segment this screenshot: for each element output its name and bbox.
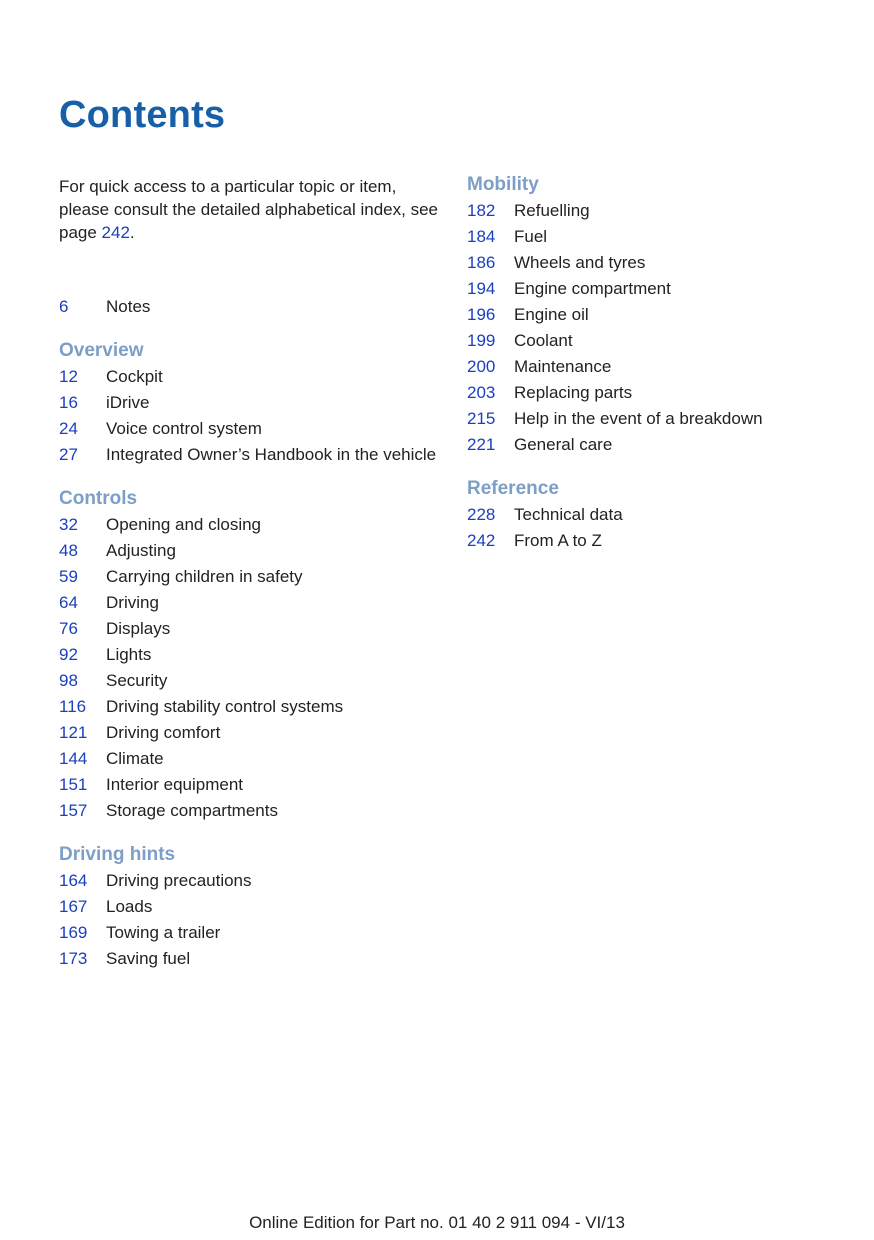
toc-entry-refuelling[interactable] <box>467 199 847 222</box>
toc-entry-coolant[interactable] <box>467 329 847 352</box>
toc-entry-wheels-and-tyres[interactable] <box>467 251 847 274</box>
toc-entry-saving-fuel[interactable] <box>59 947 439 970</box>
toc-page-number[interactable]: 199 <box>467 331 496 350</box>
toc-entry-idrive[interactable] <box>59 391 439 414</box>
toc-entry-interior-equipment[interactable] <box>59 773 439 796</box>
toc-page-number[interactable]: 16 <box>59 393 78 412</box>
toc-entry-opening-and-closing[interactable] <box>59 513 439 536</box>
intro-text: For quick access to a particular topic or item, please consult the detailed alphabetical index, see page <box>59 177 438 242</box>
toc-entry-label[interactable]: Engine oil <box>514 305 589 324</box>
toc-entry-fuel[interactable] <box>467 225 847 248</box>
toc-page-number[interactable]: 184 <box>467 227 496 246</box>
toc-entry-label[interactable]: Storage compartments <box>106 801 278 820</box>
toc-entry-displays[interactable] <box>59 617 439 640</box>
toc-entry-label[interactable]: Displays <box>106 619 171 638</box>
toc-entry-label[interactable]: Technical data <box>514 505 623 524</box>
toc-entry-technical-data[interactable] <box>467 503 847 526</box>
toc-page-number[interactable]: 194 <box>467 279 496 298</box>
toc-page-number[interactable]: 92 <box>59 645 78 664</box>
toc-page-number[interactable]: 164 <box>59 871 88 890</box>
toc-entry-label[interactable]: Cockpit <box>106 367 163 386</box>
footer-edition-note: Online Edition for Part no. 01 40 2 911 094 - VI/13 <box>249 1213 625 1232</box>
toc-entry-engine-oil[interactable] <box>467 303 847 326</box>
toc-entry-label[interactable]: Lights <box>106 645 152 664</box>
toc-page-number[interactable]: 27 <box>59 445 78 464</box>
toc-entry-voice-control-system[interactable] <box>59 417 439 440</box>
section-heading-driving-hints: Driving hints <box>59 844 176 865</box>
toc-page-number[interactable]: 182 <box>467 201 496 220</box>
toc-page-number[interactable]: 157 <box>59 801 88 820</box>
toc-entry-driving-stability-control-systems[interactable] <box>59 695 439 718</box>
section-heading-overview: Overview <box>59 340 144 361</box>
toc-page-number[interactable]: 6 <box>59 297 69 316</box>
section-heading-controls: Controls <box>59 488 138 509</box>
intro-end: . <box>129 223 135 242</box>
toc-entry-security[interactable] <box>59 669 439 692</box>
toc-entry-label[interactable]: Loads <box>106 897 153 916</box>
toc-entry-notes[interactable] <box>59 295 439 318</box>
toc-entry-label[interactable]: Saving fuel <box>106 949 191 968</box>
toc-page-number[interactable]: 151 <box>59 775 88 794</box>
toc-page-number[interactable]: 228 <box>467 505 496 524</box>
toc-page-number[interactable]: 116 <box>59 697 87 716</box>
toc-page-number[interactable]: 169 <box>59 923 88 942</box>
toc-entry-integrated-owner-s-handbook-in-the-vehicle[interactable] <box>59 443 439 466</box>
toc-entry-adjusting[interactable] <box>59 539 439 562</box>
contents-left-column <box>59 172 439 973</box>
toc-entry-label[interactable]: Towing a trailer <box>106 923 221 942</box>
toc-entry-maintenance[interactable] <box>467 355 847 378</box>
toc-entry-driving[interactable] <box>59 591 439 614</box>
toc-entry-label[interactable]: Climate <box>106 749 164 768</box>
toc-entry-climate[interactable] <box>59 747 439 770</box>
toc-page-number[interactable]: 98 <box>59 671 78 690</box>
index-page-link[interactable]: 242 <box>101 223 130 242</box>
toc-entry-label[interactable]: iDrive <box>106 393 150 412</box>
toc-entry-label[interactable]: Driving stability control systems <box>106 697 344 716</box>
toc-entry-label[interactable]: Adjusting <box>106 541 176 560</box>
toc-entry-label[interactable]: Maintenance <box>514 357 612 376</box>
toc-entry-engine-compartment[interactable] <box>467 277 847 300</box>
toc-entry-label[interactable]: Fuel <box>514 227 548 246</box>
toc-page-number[interactable]: 203 <box>467 383 496 402</box>
toc-entry-replacing-parts[interactable] <box>467 381 847 404</box>
toc-entry-label[interactable]: Driving precautions <box>106 871 252 890</box>
toc-entry-label[interactable]: Replacing parts <box>514 383 633 402</box>
toc-page-number[interactable]: 242 <box>467 531 496 550</box>
toc-page-number[interactable]: 121 <box>59 723 88 742</box>
toc-entry-storage-compartments[interactable] <box>59 799 439 822</box>
contents-right-column <box>467 172 847 555</box>
toc-page-number[interactable]: 173 <box>59 949 88 968</box>
toc-entry-towing-a-trailer[interactable] <box>59 921 439 944</box>
toc-entry-label[interactable]: Interior equipment <box>106 775 244 794</box>
toc-entry-label[interactable]: Security <box>106 671 168 690</box>
toc-entry-label[interactable]: From A to Z <box>514 531 602 550</box>
toc-entry-label[interactable]: Engine compartment <box>514 279 671 298</box>
toc-entry-label[interactable]: Refuelling <box>514 201 590 220</box>
toc-page-number[interactable]: 200 <box>467 357 496 376</box>
intro-paragraph <box>59 175 439 244</box>
toc-entry-general-care[interactable] <box>467 433 847 456</box>
page-title: Contents <box>59 94 226 136</box>
toc-page-number[interactable]: 76 <box>59 619 78 638</box>
toc-page-number[interactable]: 221 <box>467 435 496 454</box>
toc-entry-lights[interactable] <box>59 643 439 666</box>
toc-entry-carrying-children-in-safety[interactable] <box>59 565 439 588</box>
right-sections <box>467 172 847 552</box>
toc-page-number[interactable]: 64 <box>59 593 78 612</box>
toc-entry-label[interactable]: Coolant <box>514 331 573 350</box>
left-sections <box>59 338 439 970</box>
toc-page-number[interactable]: 215 <box>467 409 496 428</box>
toc-entry-label[interactable]: Driving <box>106 593 159 612</box>
toc-page-number[interactable]: 167 <box>59 897 88 916</box>
toc-entry-label[interactable]: Voice control system <box>106 419 262 438</box>
toc-entry-driving-precautions[interactable] <box>59 869 439 892</box>
toc-page-number[interactable]: 144 <box>59 749 88 768</box>
toc-entry-loads[interactable] <box>59 895 439 918</box>
toc-page-number[interactable]: 48 <box>59 541 78 560</box>
toc-page-number[interactable]: 196 <box>467 305 496 324</box>
toc-entry-label[interactable]: Driving comfort <box>106 723 221 742</box>
toc-entry-label[interactable]: Integrated Owner’s Handbook in the vehicle <box>106 445 437 464</box>
toc-entry-label[interactable]: Wheels and tyres <box>514 253 646 272</box>
toc-entry-from-a-to-z[interactable] <box>467 529 847 552</box>
toc-entry-label[interactable]: Help in the event of a breakdown <box>514 409 763 428</box>
toc-page-number[interactable]: 59 <box>59 567 78 586</box>
toc-entry-cockpit[interactable] <box>59 365 439 388</box>
section-heading-mobility: Mobility <box>467 174 539 195</box>
toc-entry-label[interactable]: Notes <box>106 297 151 316</box>
toc-entry-label[interactable]: General care <box>514 435 613 454</box>
toc-page-number[interactable]: 24 <box>59 419 78 438</box>
toc-entry-label[interactable]: Carrying children in safety <box>106 567 303 586</box>
toc-page-number[interactable]: 12 <box>59 367 78 386</box>
toc-entry-driving-comfort[interactable] <box>59 721 439 744</box>
toc-page-number[interactable]: 186 <box>467 253 496 272</box>
toc-page-number[interactable]: 32 <box>59 515 78 534</box>
section-heading-reference: Reference <box>467 478 559 499</box>
toc-entry-label[interactable]: Opening and closing <box>106 515 262 534</box>
toc-entry-help-in-the-event-of-a-breakdown[interactable] <box>467 407 847 430</box>
